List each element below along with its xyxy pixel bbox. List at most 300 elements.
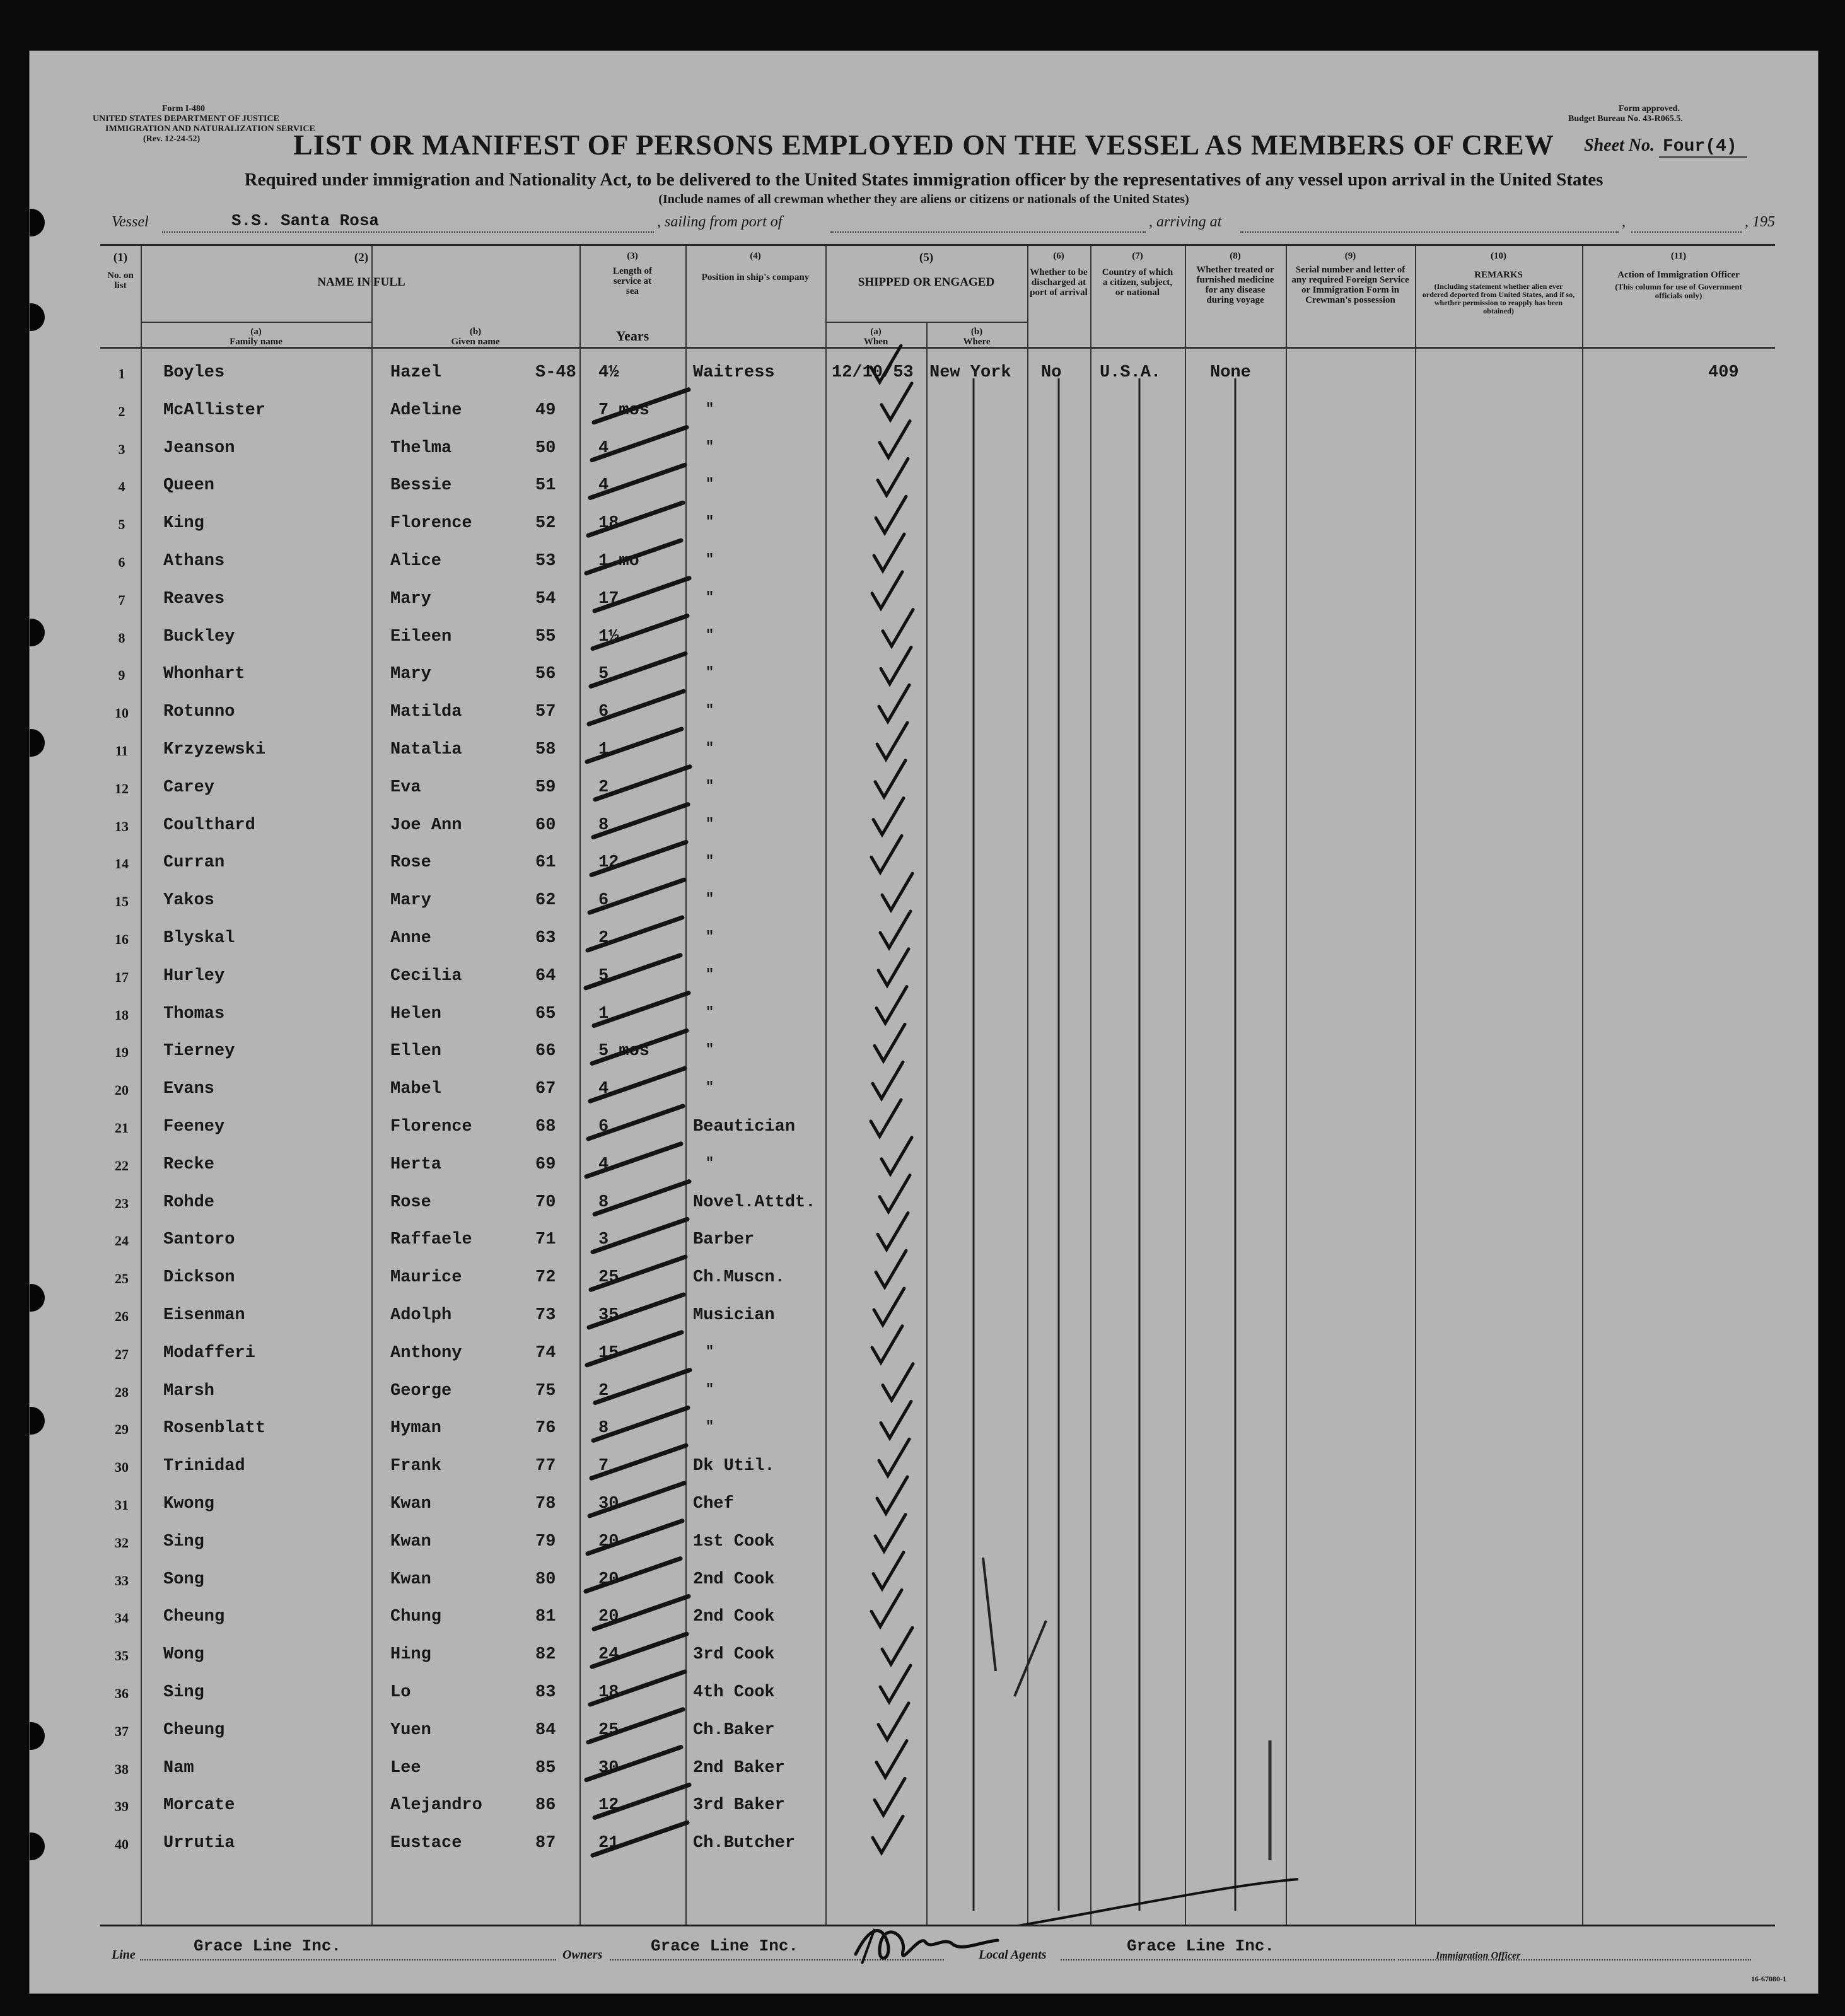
service-slash — [586, 955, 680, 988]
cell-family: Rosenblatt — [163, 1419, 266, 1438]
cell-given: Hazel — [390, 363, 442, 382]
cell-num: 63 — [535, 929, 556, 948]
cell-no: 39 — [115, 1798, 129, 1815]
cell-given: Matilda — [390, 702, 462, 722]
cell-no: 26 — [115, 1308, 129, 1324]
cell-position: Novel.Attdt. — [693, 1192, 816, 1212]
service-slash — [590, 1483, 684, 1516]
cell-no: 21 — [115, 1120, 129, 1136]
cell-family: Wong — [163, 1645, 204, 1665]
handwritten-marks — [100, 246, 1775, 1925]
cell-no: 35 — [115, 1648, 129, 1664]
cell-num: 84 — [535, 1720, 556, 1740]
cell-given: Helen — [390, 1004, 442, 1023]
cell-no: 1 — [118, 366, 125, 382]
check-mark — [871, 346, 901, 382]
crew-table — [100, 244, 1775, 1926]
col5-header: (5) SHIPPED OR ENGAGED — [858, 251, 995, 289]
page-subtitle: Required under immigration and Nationality Act, to be delivered to the United States immigration officer by the representatives of any vessel upon arrival in the United States — [244, 170, 1603, 190]
cell-family: McAllister — [163, 400, 266, 420]
cell-position: " — [706, 966, 714, 982]
long-diagonal-stroke — [983, 1558, 996, 1671]
service-slash — [588, 503, 683, 535]
cell-no: 25 — [115, 1271, 129, 1287]
cell-num: 75 — [535, 1381, 556, 1401]
service-slash — [591, 842, 686, 875]
cell-family: Nam — [163, 1758, 194, 1778]
check-mark — [873, 798, 904, 835]
arriving-at-label: , arriving at — [1149, 214, 1222, 230]
cell-years: 4½ — [598, 363, 619, 382]
cell-family: Boyles — [163, 363, 225, 382]
check-mark — [876, 987, 907, 1023]
cell-given: Joe Ann — [390, 815, 462, 835]
cell-years: 15 — [598, 1343, 619, 1363]
cell-num: 58 — [535, 740, 556, 759]
cell-no: 10 — [115, 705, 129, 721]
cell-family: Trinidad — [163, 1457, 245, 1476]
service-slash — [588, 1106, 683, 1139]
cell-years: 6 — [598, 891, 609, 911]
cell-num: 72 — [535, 1268, 556, 1288]
check-mark — [875, 1778, 905, 1815]
punch-hole — [29, 1722, 45, 1750]
cell-position: " — [706, 778, 714, 794]
col8-header: (8) Whether treated or furnished medicine for any disease during voyage — [1196, 251, 1274, 305]
col2a-header: (a) Family name — [230, 327, 282, 347]
cell-no: 13 — [115, 818, 129, 834]
cell-num: 70 — [535, 1192, 556, 1212]
service-slash — [589, 691, 684, 724]
check-mark — [881, 1401, 911, 1438]
cell-position: " — [706, 1419, 714, 1435]
check-mark — [883, 610, 913, 646]
cell-years: 1½ — [598, 627, 619, 646]
local-agents-label: Local Agents — [979, 1948, 1047, 1962]
service-slash — [588, 918, 682, 950]
vessel-fill-line — [162, 231, 654, 233]
cell-no: 32 — [115, 1534, 129, 1551]
cell-num: 52 — [535, 514, 556, 533]
check-mark — [881, 647, 911, 684]
cell-num: 55 — [535, 627, 556, 646]
cell-no: 27 — [115, 1346, 129, 1362]
cell-years: 5 — [598, 665, 609, 684]
cell-years: 8 — [598, 815, 609, 835]
vessel-label: Vessel — [112, 214, 149, 230]
col5b-header: (b) Where — [963, 327, 991, 347]
cell-num: 64 — [535, 966, 556, 986]
cell-family: Tierney — [163, 1042, 235, 1061]
cell-num: S-48 — [535, 363, 576, 382]
cell-num: 82 — [535, 1645, 556, 1665]
cell-years: 6 — [598, 702, 609, 722]
cell-years: 5 mos — [598, 1042, 650, 1061]
cell-position: " — [706, 1155, 714, 1171]
cell-position: 3rd Baker — [693, 1796, 785, 1815]
signature — [849, 1916, 1001, 1973]
cell-position: " — [706, 929, 714, 945]
cell-family: Coulthard — [163, 815, 255, 835]
cell-num: 80 — [535, 1570, 556, 1589]
cell-num: 86 — [535, 1796, 556, 1815]
date-separator: , — [1622, 214, 1626, 230]
cell-no: 8 — [118, 629, 125, 646]
cell-num: 87 — [535, 1834, 556, 1853]
cell-years: 17 — [598, 589, 619, 609]
cell-num: 56 — [535, 665, 556, 684]
cell-no: 3 — [118, 441, 125, 457]
cell-no: 6 — [118, 554, 125, 570]
cell-family: Cheung — [163, 1720, 225, 1740]
cell-position: 1st Cook — [693, 1532, 775, 1551]
check-mark — [871, 1100, 901, 1136]
cell-years: 4 — [598, 438, 609, 458]
cell-no: 40 — [115, 1836, 129, 1853]
cell-num: 83 — [535, 1683, 556, 1702]
punch-hole — [29, 619, 45, 646]
check-mark — [878, 458, 908, 495]
check-mark — [874, 534, 904, 571]
cell-years: 1 — [598, 740, 609, 759]
cell-given: Alice — [390, 552, 442, 571]
punch-hole — [29, 1407, 45, 1435]
cell-position: " — [706, 1080, 714, 1096]
cell-given: Herta — [390, 1155, 442, 1174]
date-fill-line — [1631, 231, 1742, 233]
cell-position: " — [706, 815, 714, 832]
cell-given: Cecilia — [390, 966, 462, 986]
cell-family: Rohde — [163, 1192, 215, 1212]
cell-medicine: None — [1210, 363, 1251, 382]
cell-family: Eisenman — [163, 1306, 245, 1325]
service-slash — [593, 1822, 687, 1855]
cell-num: 61 — [535, 853, 556, 873]
cell-years: 6 — [598, 1117, 609, 1136]
service-slash — [591, 653, 685, 686]
cell-years: 12 — [598, 853, 619, 873]
cell-position: 2nd Cook — [693, 1607, 775, 1627]
cell-given: Kwan — [390, 1532, 431, 1551]
check-mark — [877, 1477, 907, 1513]
check-mark — [876, 1741, 907, 1778]
cell-family: Kwong — [163, 1495, 215, 1513]
cell-years: 21 — [598, 1834, 619, 1853]
cell-family: Buckley — [163, 627, 235, 646]
long-diagonal-stroke — [1015, 1621, 1046, 1696]
service-slash — [590, 880, 684, 912]
page-instruction: (Include names of all crewman whether they are aliens or citizens or nationals of the United States) — [658, 192, 1189, 206]
cell-position: " — [706, 476, 714, 492]
cell-years: 30 — [598, 1758, 619, 1778]
col11-header: (11) Action of Immigration Officer (This column for use of Government officials only) — [1615, 251, 1742, 300]
cell-given: Hing — [390, 1645, 431, 1665]
local-agents-value: Grace Line Inc. — [1127, 1937, 1275, 1955]
cell-position: Barber — [693, 1230, 755, 1250]
check-mark — [880, 1665, 911, 1702]
check-mark — [877, 723, 907, 759]
service-slash — [589, 1295, 684, 1327]
sheet-number-label: Sheet No. — [1584, 136, 1655, 155]
cell-no: 7 — [118, 591, 125, 608]
cell-no: 2 — [118, 403, 125, 419]
service-slash — [587, 1332, 682, 1365]
check-mark — [879, 1439, 909, 1476]
cell-position: 3rd Cook — [693, 1645, 775, 1665]
cell-years: 8 — [598, 1419, 609, 1438]
cell-no: 16 — [115, 931, 129, 947]
cell-given: Thelma — [390, 438, 452, 458]
cell-num: 62 — [535, 891, 556, 911]
budget-bureau-number: Budget Bureau No. 43-R065.5. — [1568, 114, 1683, 124]
cell-position: " — [706, 1042, 714, 1058]
cell-position: Ch.Muscn. — [693, 1268, 785, 1288]
service-slash — [591, 1257, 685, 1290]
cell-years: 7 mos — [598, 400, 650, 420]
service-slash — [586, 1144, 681, 1177]
check-mark — [876, 1250, 906, 1287]
cell-num: 77 — [535, 1457, 556, 1476]
cell-num: 65 — [535, 1004, 556, 1023]
cell-years: 35 — [598, 1306, 619, 1325]
cell-position: " — [706, 400, 714, 417]
form-approval — [1568, 104, 1683, 124]
cell-years: 1 mo — [598, 552, 639, 571]
cell-position: " — [706, 702, 714, 719]
check-mark — [882, 873, 912, 910]
cell-family: Curran — [163, 853, 225, 873]
cell-family: Marsh — [163, 1381, 215, 1401]
service-slash — [594, 1596, 689, 1629]
cell-position: Ch.Butcher — [693, 1834, 796, 1853]
col3-header: (3) Length of service at sea — [612, 251, 653, 296]
cell-years: 2 — [598, 778, 609, 797]
cell-family: Urrutia — [163, 1834, 235, 1853]
cell-given: Anne — [390, 929, 431, 948]
col7-header: (7) Country of which a citizen, subject, or national — [1102, 251, 1173, 298]
cell-family: Hurley — [163, 966, 225, 986]
cell-family: Blyskal — [163, 929, 235, 948]
check-mark — [883, 1364, 913, 1401]
arriving-at-fill-line — [1240, 231, 1619, 233]
check-mark — [875, 1024, 905, 1061]
closing-stroke — [996, 1879, 1298, 1925]
cell-no: 18 — [115, 1006, 129, 1023]
cell-given: Eustace — [390, 1834, 462, 1853]
cell-given: Florence — [390, 514, 472, 533]
cell-given: Anthony — [390, 1343, 462, 1363]
check-mark — [882, 1628, 912, 1664]
cell-given: Mabel — [390, 1080, 442, 1099]
cell-years: 18 — [598, 514, 619, 533]
cell-family: Athans — [163, 552, 225, 571]
col2-header: (2) NAME IN FULL — [317, 251, 405, 289]
cell-years: 20 — [598, 1532, 619, 1551]
printing-code: 16-67080-1 — [1751, 1974, 1786, 1983]
check-mark — [874, 1288, 904, 1325]
cell-family: Whonhart — [163, 665, 245, 684]
cell-num: 60 — [535, 815, 556, 835]
punch-hole — [29, 303, 45, 331]
cell-years: 25 — [598, 1268, 619, 1288]
cell-position: " — [706, 552, 714, 568]
cell-no: 28 — [115, 1384, 129, 1400]
cell-num: 85 — [535, 1758, 556, 1778]
cell-num: 50 — [535, 438, 556, 458]
cell-given: Kwan — [390, 1570, 431, 1589]
cell-years: 24 — [598, 1645, 619, 1665]
cell-no: 36 — [115, 1686, 129, 1701]
line-fill-line — [140, 1959, 556, 1961]
line-label: Line — [112, 1948, 136, 1962]
service-slash — [595, 578, 689, 611]
cell-given: Eva — [390, 778, 421, 797]
vessel-name: S.S. Santa Rosa — [231, 211, 380, 230]
cell-position: Waitress — [693, 363, 775, 382]
cell-position: " — [706, 589, 714, 605]
cell-given: Chung — [390, 1607, 442, 1627]
cell-position: 2nd Cook — [693, 1570, 775, 1589]
cell-given: Adolph — [390, 1306, 452, 1325]
cell-no: 24 — [115, 1233, 129, 1249]
cell-family: King — [163, 514, 204, 533]
col6-header: (6) Whether to be discharged at port of arrival — [1030, 251, 1088, 298]
cell-given: Lee — [390, 1758, 421, 1778]
owners-value: Grace Line Inc. — [651, 1937, 799, 1955]
cell-given: Mary — [390, 665, 431, 684]
cell-no: 37 — [115, 1723, 129, 1739]
check-mark — [878, 1703, 909, 1740]
local-agents-fill-line — [1061, 1959, 1395, 1961]
cell-num: 81 — [535, 1607, 556, 1627]
cell-position: " — [706, 1004, 714, 1020]
check-mark — [880, 911, 911, 948]
cell-position: " — [706, 627, 714, 643]
cell-family: Thomas — [163, 1004, 225, 1023]
cell-position: " — [706, 1343, 714, 1360]
cell-family: Reaves — [163, 589, 225, 609]
cell-no: 5 — [118, 516, 125, 533]
cell-position: Chef — [693, 1495, 734, 1513]
cell-family: Carey — [163, 778, 215, 797]
cell-years: 7 — [598, 1457, 609, 1476]
cell-position: " — [706, 438, 714, 455]
col1-header: (1) No. on list — [107, 251, 134, 291]
service-slash — [593, 805, 688, 837]
cell-no: 29 — [115, 1421, 129, 1438]
cell-years: 3 — [598, 1230, 609, 1250]
punch-hole — [29, 209, 45, 236]
cell-given: Frank — [390, 1457, 442, 1476]
check-mark — [873, 1553, 904, 1589]
cell-family: Krzyzewski — [163, 740, 266, 759]
cell-family: Morcate — [163, 1796, 235, 1815]
cell-given: Mary — [390, 589, 431, 609]
cell-num: 73 — [535, 1306, 556, 1325]
cell-num: 54 — [535, 589, 556, 609]
cell-no: 9 — [118, 667, 125, 684]
cell-years: 4 — [598, 476, 609, 496]
service-slash — [588, 1521, 682, 1554]
cell-position: 2nd Baker — [693, 1758, 785, 1778]
service-slash — [590, 1068, 685, 1101]
service-name: IMMIGRATION AND NATURALIZATION SERVICE — [105, 124, 315, 134]
check-mark — [872, 572, 902, 609]
cell-no: 14 — [115, 856, 129, 872]
cell-no: 17 — [115, 969, 129, 985]
punch-hole — [29, 729, 45, 757]
footer — [112, 1937, 1783, 1968]
service-slash — [592, 1634, 687, 1667]
cell-num: 74 — [535, 1343, 556, 1363]
cell-no: 22 — [115, 1157, 129, 1174]
service-slash — [590, 465, 685, 498]
cell-years: 5 — [598, 966, 609, 986]
col4-header: (4) Position in ship's company — [701, 251, 810, 283]
service-slash — [594, 390, 689, 422]
check-mark — [876, 496, 906, 533]
cell-family: Rotunno — [163, 702, 235, 722]
check-mark — [880, 421, 910, 458]
check-mark — [878, 949, 909, 986]
cell-num: 78 — [535, 1495, 556, 1513]
cell-given: Maurice — [390, 1268, 462, 1288]
cell-family: Santoro — [163, 1230, 235, 1250]
cell-given: Florence — [390, 1117, 472, 1136]
cell-no: 20 — [115, 1082, 129, 1098]
cell-given: Mary — [390, 891, 431, 911]
cell-family: Yakos — [163, 891, 215, 911]
cell-years: 25 — [598, 1720, 619, 1740]
cell-given: Alejandro — [390, 1796, 482, 1815]
service-slash — [592, 428, 687, 460]
cell-family: Sing — [163, 1532, 204, 1551]
cell-family: Modafferi — [163, 1343, 255, 1363]
check-mark — [875, 760, 905, 797]
punch-hole — [29, 1832, 45, 1860]
col5a-header: (a) When — [863, 327, 888, 347]
col10-header: (10) REMARKS (Including statement whether alien ever ordered deported from United States, and if so, whether permission to reapply has been obtained) — [1422, 251, 1575, 315]
cell-position: Musician — [693, 1306, 775, 1325]
cell-position: " — [706, 514, 714, 530]
cell-family: Feeney — [163, 1117, 225, 1136]
cell-num: 51 — [535, 476, 556, 496]
cell-family: Jeanson — [163, 438, 235, 458]
page-title: LIST OR MANIFEST OF PERSONS EMPLOYED ON THE VESSEL AS MEMBERS OF CREW — [293, 129, 1554, 161]
cell-no: 34 — [115, 1610, 129, 1626]
cell-years: 18 — [598, 1683, 619, 1702]
cell-where: New York — [929, 363, 1011, 382]
cell-given: Raffaele — [390, 1230, 472, 1250]
service-slash — [594, 993, 689, 1026]
cell-years: 20 — [598, 1607, 619, 1627]
cell-family: Evans — [163, 1080, 215, 1099]
cell-no: 15 — [115, 894, 129, 910]
line-value: Grace Line Inc. — [194, 1937, 342, 1955]
cell-position: " — [706, 665, 714, 681]
cell-given: Ellen — [390, 1042, 442, 1061]
col9-header: (9) Serial number and letter of any required Foreign Service or Immigration Form in Crewman's possession — [1291, 251, 1409, 305]
sheet-number-value: Four(4) — [1659, 137, 1747, 158]
cell-family: Song — [163, 1570, 204, 1589]
cell-no: 12 — [115, 780, 129, 796]
cell-num: 67 — [535, 1080, 556, 1099]
year-label: , 195 — [1745, 214, 1775, 230]
service-slash — [595, 1785, 689, 1817]
cell-family: Queen — [163, 476, 215, 496]
cell-position: Beautician — [693, 1117, 796, 1136]
cell-family: Cheung — [163, 1607, 225, 1627]
